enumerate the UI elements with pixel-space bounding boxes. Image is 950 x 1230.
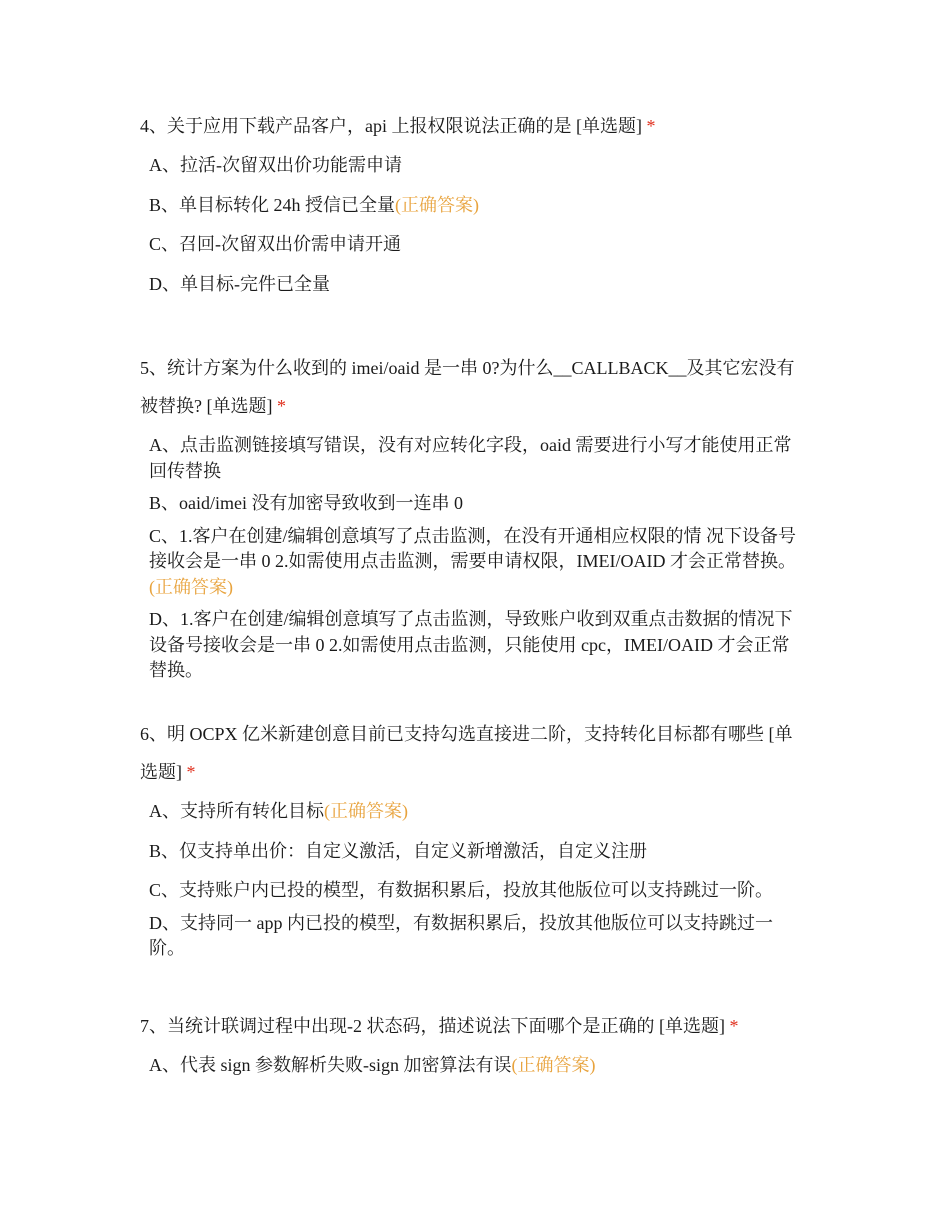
question-text: 6、明 OCPX 亿米新建创意目前已支持勾选直接进二阶，支持转化目标都有哪些 [单选题] xyxy=(140,724,793,782)
option-list xyxy=(140,153,805,297)
question-title xyxy=(140,1007,805,1045)
option-text: D、单目标-完件已全量 xyxy=(149,273,330,294)
question-4 xyxy=(140,107,805,311)
option-a xyxy=(149,433,805,484)
option-b xyxy=(149,839,805,865)
option-d xyxy=(149,911,805,962)
option-text: A、代表 sign 参数解析失败-sign 加密算法有误 xyxy=(149,1055,512,1075)
option-list xyxy=(140,433,805,684)
option-text: A、支持所有转化目标 xyxy=(149,801,324,821)
option-c xyxy=(149,232,805,258)
option-c xyxy=(149,524,805,601)
option-text: B、仅支持单出价：自定义激活，自定义新增激活，自定义注册 xyxy=(149,840,648,861)
question-text: 4、关于应用下载产品客户，api 上报权限说法正确的是 [单选题] xyxy=(140,116,642,136)
option-a xyxy=(149,1053,805,1079)
option-text: B、oaid/imei 没有加密导致收到一连串 0 xyxy=(149,493,463,513)
option-d xyxy=(149,607,805,684)
option-text: D、支持同一 app 内已投的模型，有数据积累后，投放其他版位可以支持跳过一阶。 xyxy=(149,912,773,958)
option-text: A、拉活-次留双出价功能需申请 xyxy=(149,155,402,175)
question-text: 5、统计方案为什么收到的 imei/oaid 是一串 0?为什么__CALLBACK__及其它宏没有被替换? [单选题] xyxy=(140,358,795,416)
correct-answer-tag: (正确答案) xyxy=(149,576,233,597)
correct-answer-tag: (正确答案) xyxy=(511,1055,596,1075)
required-mark: * xyxy=(729,1016,739,1036)
question-title xyxy=(140,349,805,425)
option-text: C、1.客户在创建/编辑创意填写了点击监测，在没有开通相应权限的情 况下设备号接收会是一串 0 2.如需使用点击监测，需要申请权限，IMEI/OAID 才会正常替换。 xyxy=(149,525,797,571)
question-5 xyxy=(140,349,805,691)
correct-answer-tag: (正确答案) xyxy=(324,801,408,821)
option-text: B、单目标转化 24h 授信已全量 xyxy=(149,194,396,215)
correct-answer-tag: (正确答案) xyxy=(395,194,480,215)
option-text: C、支持账户内已投的模型，有数据积累后，投放其他版位可以支持跳过一阶。 xyxy=(149,880,774,900)
option-text: A、点击监测链接填写错误，没有对应转化字段，oaid 需要进行小写才能使用正常回传替换 xyxy=(149,435,792,481)
option-list xyxy=(140,799,805,962)
option-list xyxy=(140,1053,805,1079)
question-title xyxy=(140,107,805,145)
option-c xyxy=(149,878,805,904)
option-b xyxy=(149,491,805,517)
option-b xyxy=(149,193,805,219)
option-a xyxy=(149,799,805,825)
required-mark: * xyxy=(276,396,286,416)
question-title xyxy=(140,715,805,791)
question-6 xyxy=(140,715,805,976)
required-mark: * xyxy=(186,762,196,782)
question-7 xyxy=(140,1007,805,1093)
option-a xyxy=(149,153,805,179)
required-mark: * xyxy=(646,116,656,136)
question-text: 7、当统计联调过程中出现-2 状态码，描述说法下面哪个是正确的 [单选题] xyxy=(140,1016,725,1036)
option-d xyxy=(149,272,805,298)
option-text: D、1.客户在创建/编辑创意填写了点击监测，导致账户收到双重点击数据的情况下设备号接收会是一串 0 2.如需使用点击监测，只能使用 cpc，IMEI/OAID 才会正常替换。 xyxy=(149,609,793,680)
option-text: C、召回-次留双出价需申请开通 xyxy=(149,234,401,254)
